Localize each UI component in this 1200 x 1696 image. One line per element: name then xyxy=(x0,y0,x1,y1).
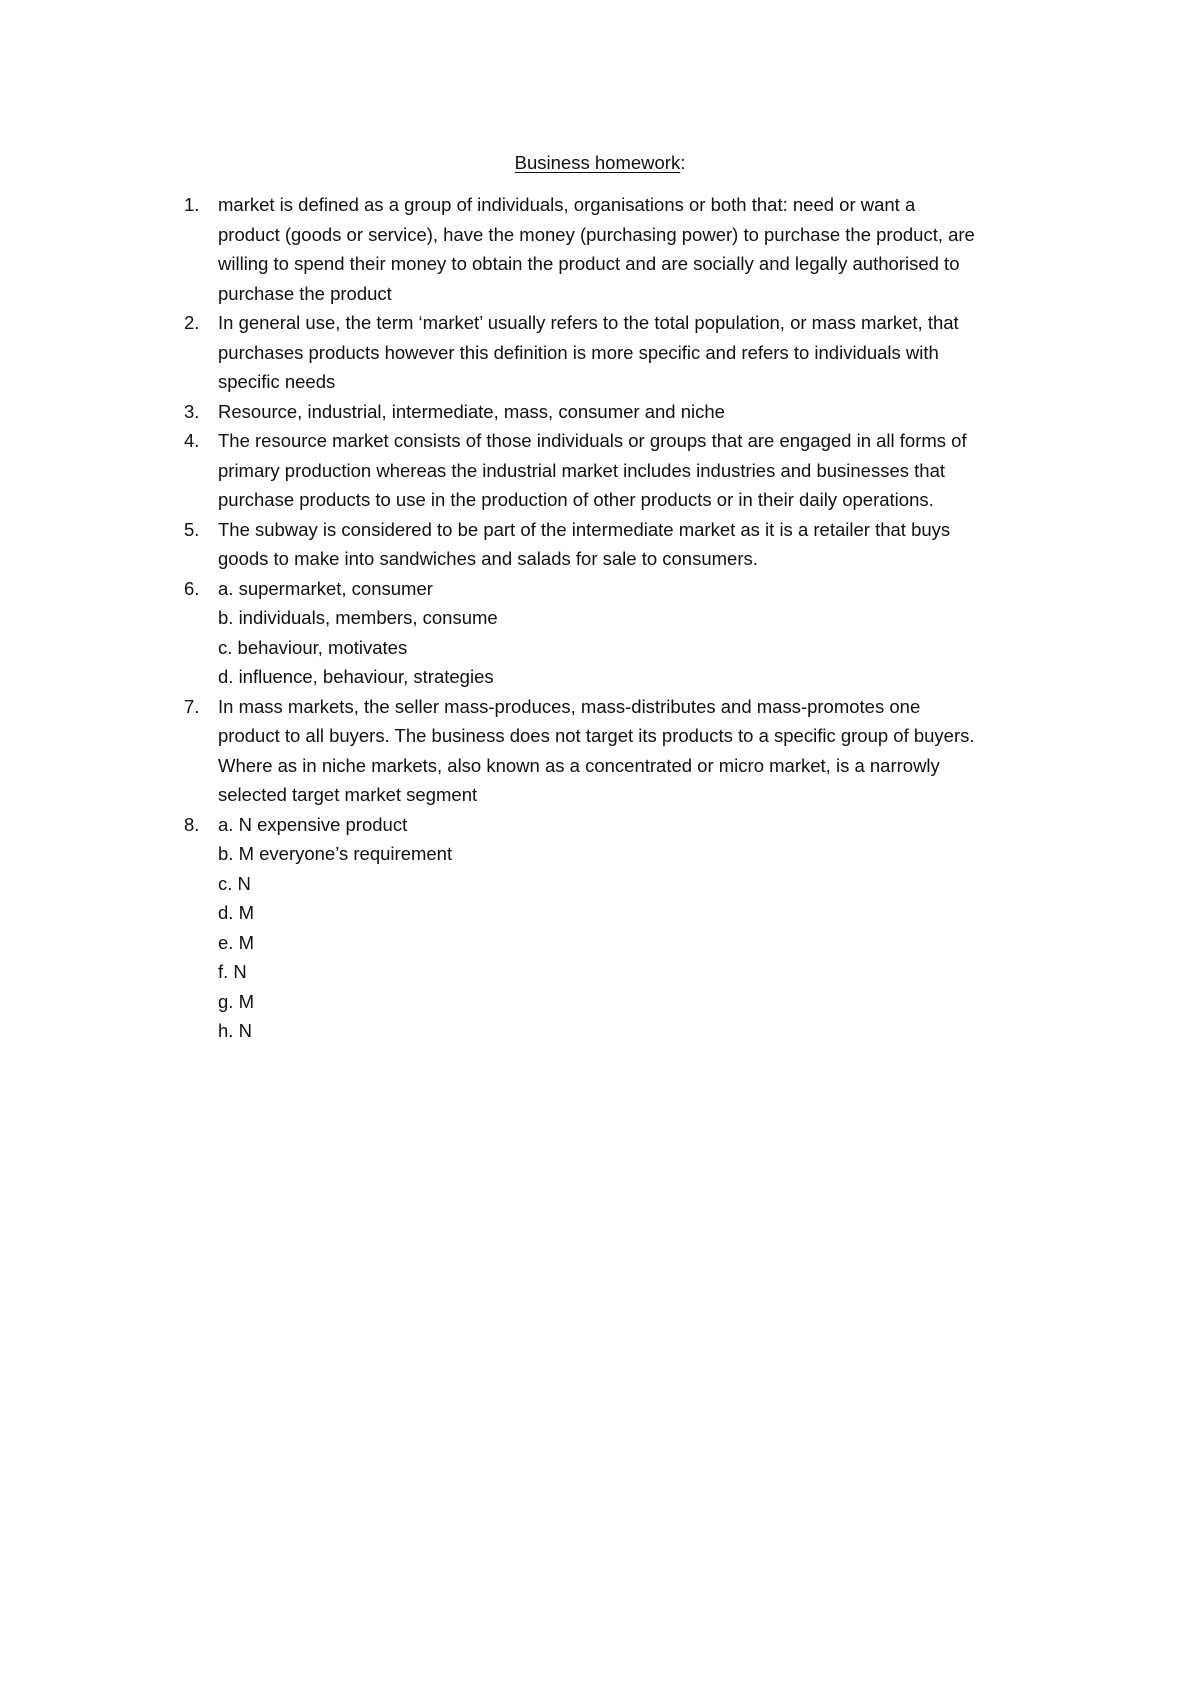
answer-line: willing to spend their money to obtain the product and are socially and legally authorised to xyxy=(218,253,960,274)
answer-line: c. behaviour, motivates xyxy=(218,636,408,658)
answer-line: h. N xyxy=(218,1020,252,1041)
question-number: 4. xyxy=(184,430,200,451)
answer-line: product (goods or service), have the money (purchasing power) to purchase the product, are xyxy=(218,223,975,245)
answer-line: In general use, the term ‘market’ usually refers to the total population, or mass market, that xyxy=(218,312,959,333)
question-item xyxy=(172,190,1072,308)
answer-line: a. N expensive product xyxy=(218,813,408,835)
answer-line: purchases products however this definition is more specific and refers to individuals with xyxy=(218,341,939,363)
answer-line: The resource market consists of those individuals or groups that are engaged in all forms of xyxy=(218,430,967,451)
answer-line: a. supermarket, consumer xyxy=(218,577,433,599)
answer-line: In mass markets, the seller mass-produces, mass-distributes and mass-promotes one xyxy=(218,695,921,717)
answer-line: selected target market segment xyxy=(218,784,478,805)
answer-line: purchase the product xyxy=(218,282,392,304)
page-title-text: Business homework xyxy=(514,152,681,173)
answer-line: b. M everyone’s requirement xyxy=(218,843,453,864)
question-number: 1. xyxy=(184,194,200,215)
answer-line: b. individuals, members, consume xyxy=(218,607,498,628)
question-item xyxy=(172,574,1072,692)
answer-line: primary production whereas the industrial market includes industries and businesses that xyxy=(218,459,946,481)
answer-line: purchase products to use in the production of other products or in their daily operations. xyxy=(218,489,934,510)
answer-line: f. N xyxy=(218,961,247,982)
answer-line: product to all buyers. The business does not target its products to a specific group of buyers. xyxy=(218,725,975,746)
page-title xyxy=(0,148,1200,178)
question-number: 6. xyxy=(184,577,200,599)
question-item xyxy=(172,308,1072,397)
question-item xyxy=(172,397,1072,427)
page-title-suffix: : xyxy=(680,152,686,173)
question-item xyxy=(172,515,1072,574)
answer-line: market is defined as a group of individuals, organisations or both that: need or want a xyxy=(218,194,916,215)
answer-line: The subway is considered to be part of the intermediate market as it is a retailer that buys xyxy=(218,518,951,540)
answer-line: g. M xyxy=(218,990,254,1012)
answer-line: d. influence, behaviour, strategies xyxy=(218,666,494,687)
answer-line: Resource, industrial, intermediate, mass, consumer and niche xyxy=(218,400,725,422)
question-number: 5. xyxy=(184,518,200,540)
question-number: 2. xyxy=(184,312,200,333)
question-list xyxy=(172,190,1072,1046)
question-item xyxy=(172,810,1072,1046)
question-number: 3. xyxy=(184,400,200,422)
question-number: 7. xyxy=(184,695,200,717)
answer-line: c. N xyxy=(218,872,251,894)
question-item xyxy=(172,426,1072,515)
answer-line: d. M xyxy=(218,902,254,923)
answer-line: specific needs xyxy=(218,371,336,392)
answer-line: e. M xyxy=(218,931,254,953)
answer-line: goods to make into sandwiches and salads for sale to consumers. xyxy=(218,548,758,569)
question-item xyxy=(172,692,1072,810)
question-number: 8. xyxy=(184,813,200,835)
answer-line: Where as in niche markets, also known as a concentrated or micro market, is a narrowly xyxy=(218,754,940,776)
